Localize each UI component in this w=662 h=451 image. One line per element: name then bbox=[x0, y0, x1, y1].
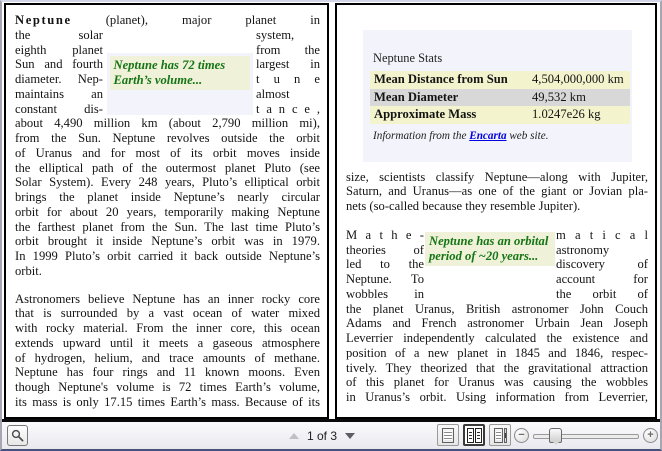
zoom-controls bbox=[514, 422, 658, 449]
search-icon bbox=[11, 429, 24, 442]
table-caption: Information from the Encarta web site. bbox=[373, 129, 549, 142]
scroll-view-icon bbox=[494, 428, 507, 443]
zoom-in-button[interactable]: + bbox=[643, 428, 658, 443]
two-page-view-icon bbox=[467, 428, 474, 443]
zoom-slider[interactable] bbox=[533, 427, 639, 445]
two-page-view-button[interactable] bbox=[463, 424, 485, 446]
pull-quote-floater bbox=[425, 232, 555, 266]
table-row: Mean Diameter 49,532 km bbox=[370, 89, 630, 107]
pull-quote-text: Neptune has an orbital period of ~20 years... bbox=[425, 232, 555, 266]
zoom-slider-thumb[interactable] bbox=[549, 428, 562, 443]
scroll-view-button[interactable] bbox=[489, 424, 511, 446]
wrap-right-column: system, from the largest in t u n e almost t a n c e , bbox=[256, 27, 320, 116]
document-pages-area bbox=[2, 2, 660, 422]
single-page-view-button[interactable] bbox=[437, 424, 459, 446]
wrap-left-column: M a t h e - theories of led to the Neptune. To wobbles in bbox=[346, 227, 424, 301]
pull-quote-floater bbox=[107, 53, 253, 115]
paragraph-2: Astronomers believe Neptune has an inner rocky core that is surrounded by a vast ocean of water mixed with rocky material. From the inner core, this ocean extends upward until it meets a gaseous atmosphere of hydrogen, helium, and trace amounts of methane. Neptune has four rings and 11 known moons. Even though Neptune's volume is 72 times Earth’s volume, its mass is only 17.15 times Earth’s mass. Because of its bbox=[15, 291, 320, 409]
stats-floater bbox=[363, 30, 632, 162]
table-row: Mean Distance from Sun 4,504,000,000 km bbox=[370, 71, 630, 89]
find-button[interactable] bbox=[7, 425, 28, 446]
text-wrap-section bbox=[346, 228, 648, 302]
previous-page-button[interactable] bbox=[289, 433, 299, 439]
article-title: Neptune bbox=[15, 13, 72, 27]
next-page-button[interactable] bbox=[345, 433, 355, 439]
zoom-out-button[interactable]: − bbox=[514, 428, 529, 443]
single-page-view-icon bbox=[442, 428, 454, 443]
table-row: Approximate Mass 1.0247e26 kg bbox=[370, 106, 630, 124]
paragraph-4: the planet Uranus, British astronomer John Couch Adams and French astronomer Urbain Jean Joseph Leverrier independently calculated the existence and position of a new planet in 1845 and 1846, respec- tively. They theorized that the gravitational attraction of this planet for Uranus was causing the wobbles in Uranus’s orbit. Using information from Leverrier, bbox=[346, 301, 648, 404]
wrap-right-column: m a t i c a l astronomy discovery of account for the orbit of bbox=[556, 227, 648, 301]
two-page-view-icon bbox=[475, 428, 482, 443]
document-page-left bbox=[4, 3, 329, 419]
document-page-right bbox=[335, 3, 657, 419]
paragraph-3: size, scientists classify Neptune—along with Jupiter, Saturn, and Uranus—as one of the giant or Jovian pla- nets (so-called because they resemble Jupiter). bbox=[346, 169, 648, 213]
page-navigation bbox=[289, 422, 355, 449]
text-wrap-section bbox=[15, 28, 320, 117]
pull-quote-text: Neptune has 72 times Earth’s volume... bbox=[110, 56, 250, 90]
stats-table-title: Neptune Stats bbox=[373, 51, 443, 65]
reader-toolbar bbox=[2, 422, 660, 449]
page-count-label: 1 of 3 bbox=[307, 428, 338, 443]
wrap-left-column: the solar eighth planet Sun and fourth diameter. Nep- maintains an constant dis- bbox=[15, 27, 103, 116]
encarta-link[interactable]: Encarta bbox=[469, 129, 507, 142]
view-mode-buttons bbox=[437, 424, 511, 446]
paragraph-1: about 4,490 million km (about 2,790 million mi), from the Sun. Neptune revolves outside the orbit of Uranus and for most of its orbit moves inside the elliptical path of the outermost planet Pluto (see Solar System). Every 248 years, Pluto’s elliptical orbit brings the planet inside Neptune’s nearly circular orbit for about 20 years, temporarily making Neptune the farthest planet from the Sun. The last time Pluto’s orbit brought it inside Neptune’s orbit was in 1979. In 1999 Pluto’s orbit carried it back outside Neptune’s orbit. bbox=[15, 116, 320, 278]
stats-table bbox=[370, 71, 630, 124]
lead-line: Neptune (planet), major planet in bbox=[15, 13, 320, 27]
